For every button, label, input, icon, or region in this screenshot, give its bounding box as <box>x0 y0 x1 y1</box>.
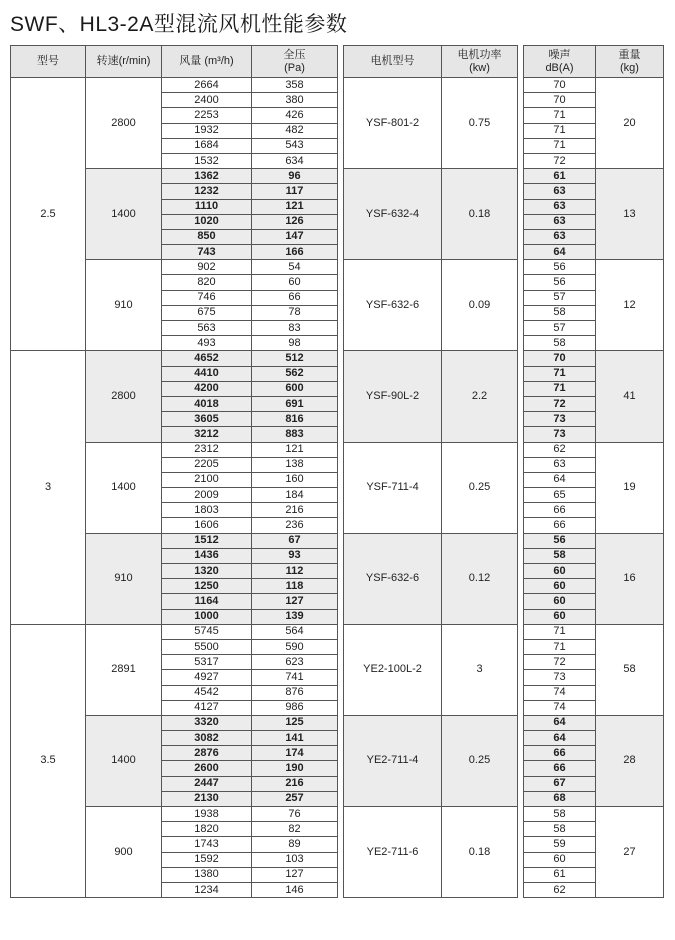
power-cell: 0.18 <box>442 169 518 260</box>
flow-cell: 1000 <box>162 609 252 624</box>
noise-cell: 59 <box>524 837 596 852</box>
noise-cell: 71 <box>524 381 596 396</box>
flow-cell: 2400 <box>162 93 252 108</box>
speed-cell: 1400 <box>86 442 162 533</box>
pressure-cell: 139 <box>252 609 338 624</box>
flow-cell: 1684 <box>162 138 252 153</box>
table-row <box>11 715 664 730</box>
noise-cell: 72 <box>524 396 596 411</box>
weight-cell: 13 <box>596 169 664 260</box>
noise-cell: 60 <box>524 852 596 867</box>
noise-cell: 70 <box>524 78 596 93</box>
flow-cell: 1320 <box>162 564 252 579</box>
flow-cell: 2100 <box>162 472 252 487</box>
speed-cell: 1400 <box>86 169 162 260</box>
pressure-cell: 986 <box>252 700 338 715</box>
page-title: SWF、HL3-2A型混流风机性能参数 <box>10 13 348 36</box>
flow-cell: 2664 <box>162 78 252 93</box>
pressure-cell: 380 <box>252 93 338 108</box>
power-cell: 2.2 <box>442 351 518 442</box>
flow-cell: 1592 <box>162 852 252 867</box>
flow-cell: 5317 <box>162 655 252 670</box>
speed-cell: 2891 <box>86 624 162 715</box>
flow-cell: 743 <box>162 245 252 260</box>
noise-cell: 63 <box>524 199 596 214</box>
noise-cell: 56 <box>524 533 596 548</box>
flow-cell: 1250 <box>162 579 252 594</box>
flow-cell: 4652 <box>162 351 252 366</box>
header-power <box>442 46 518 78</box>
flow-cell: 2009 <box>162 488 252 503</box>
noise-cell: 66 <box>524 503 596 518</box>
speed-cell: 910 <box>86 533 162 624</box>
motor-cell: YSF-711-4 <box>344 442 442 533</box>
flow-cell: 1803 <box>162 503 252 518</box>
pressure-cell: 216 <box>252 503 338 518</box>
flow-cell: 1436 <box>162 548 252 563</box>
noise-cell: 64 <box>524 731 596 746</box>
flow-cell: 1232 <box>162 184 252 199</box>
flow-cell: 2447 <box>162 776 252 791</box>
flow-cell: 2253 <box>162 108 252 123</box>
pressure-cell: 83 <box>252 321 338 336</box>
flow-cell: 902 <box>162 260 252 275</box>
noise-cell: 63 <box>524 229 596 244</box>
noise-cell: 66 <box>524 761 596 776</box>
noise-cell: 71 <box>524 366 596 381</box>
speed-cell: 900 <box>86 807 162 898</box>
noise-cell: 71 <box>524 108 596 123</box>
flow-cell: 3212 <box>162 427 252 442</box>
flow-cell: 2876 <box>162 746 252 761</box>
pressure-cell: 691 <box>252 396 338 411</box>
pressure-cell: 125 <box>252 715 338 730</box>
noise-cell: 56 <box>524 260 596 275</box>
noise-cell: 71 <box>524 138 596 153</box>
flow-cell: 2130 <box>162 791 252 806</box>
pressure-cell: 543 <box>252 138 338 153</box>
speed-cell: 2800 <box>86 78 162 169</box>
motor-cell: YSF-632-6 <box>344 260 442 351</box>
header-flow: 风量 (m³/h) <box>162 46 252 78</box>
performance-table <box>10 45 664 898</box>
flow-cell: 4542 <box>162 685 252 700</box>
pressure-cell: 482 <box>252 123 338 138</box>
noise-cell: 71 <box>524 624 596 639</box>
pressure-cell: 816 <box>252 412 338 427</box>
noise-cell: 66 <box>524 518 596 533</box>
pressure-cell: 78 <box>252 305 338 320</box>
header-row <box>11 46 664 78</box>
table-row <box>11 442 664 457</box>
speed-cell: 1400 <box>86 715 162 806</box>
flow-cell: 3605 <box>162 412 252 427</box>
pressure-cell: 623 <box>252 655 338 670</box>
flow-cell: 1020 <box>162 214 252 229</box>
pressure-cell: 146 <box>252 882 338 897</box>
weight-cell: 20 <box>596 78 664 169</box>
table-row <box>11 624 664 639</box>
power-cell: 0.09 <box>442 260 518 351</box>
flow-cell: 746 <box>162 290 252 305</box>
speed-cell: 910 <box>86 260 162 351</box>
motor-cell: YE2-711-6 <box>344 807 442 898</box>
noise-cell: 58 <box>524 336 596 351</box>
noise-cell: 71 <box>524 123 596 138</box>
pressure-cell: 76 <box>252 807 338 822</box>
header-speed: 转速(r/min) <box>86 46 162 78</box>
noise-cell: 58 <box>524 548 596 563</box>
pressure-cell: 138 <box>252 457 338 472</box>
noise-cell: 62 <box>524 442 596 457</box>
motor-cell: YSF-632-6 <box>344 533 442 624</box>
header-weight <box>596 46 664 78</box>
noise-cell: 73 <box>524 412 596 427</box>
header-pressure-label: 全压 <box>283 48 306 61</box>
noise-cell: 56 <box>524 275 596 290</box>
noise-cell: 60 <box>524 609 596 624</box>
pressure-cell: 147 <box>252 229 338 244</box>
weight-cell: 19 <box>596 442 664 533</box>
pressure-cell: 160 <box>252 472 338 487</box>
flow-cell: 1362 <box>162 169 252 184</box>
flow-cell: 820 <box>162 275 252 290</box>
noise-cell: 63 <box>524 184 596 199</box>
flow-cell: 563 <box>162 321 252 336</box>
power-cell: 0.18 <box>442 807 518 898</box>
weight-cell: 28 <box>596 715 664 806</box>
pressure-cell: 89 <box>252 837 338 852</box>
header-power-label: 电机功率 <box>457 48 502 61</box>
noise-cell: 58 <box>524 305 596 320</box>
power-cell: 0.25 <box>442 442 518 533</box>
flow-cell: 1606 <box>162 518 252 533</box>
flow-cell: 2600 <box>162 761 252 776</box>
pressure-cell: 118 <box>252 579 338 594</box>
flow-cell: 1380 <box>162 867 252 882</box>
flow-cell: 850 <box>162 229 252 244</box>
flow-cell: 1532 <box>162 153 252 168</box>
noise-cell: 68 <box>524 791 596 806</box>
noise-cell: 73 <box>524 670 596 685</box>
flow-cell: 4200 <box>162 381 252 396</box>
flow-cell: 1938 <box>162 807 252 822</box>
table-row <box>11 807 664 822</box>
flow-cell: 1820 <box>162 822 252 837</box>
pressure-cell: 103 <box>252 852 338 867</box>
flow-cell: 675 <box>162 305 252 320</box>
table-row <box>11 533 664 548</box>
flow-cell: 4927 <box>162 670 252 685</box>
noise-cell: 58 <box>524 822 596 837</box>
pressure-cell: 236 <box>252 518 338 533</box>
model-cell: 3.5 <box>11 624 86 897</box>
pressure-cell: 876 <box>252 685 338 700</box>
motor-cell: YE2-711-4 <box>344 715 442 806</box>
pressure-cell: 190 <box>252 761 338 776</box>
noise-cell: 72 <box>524 655 596 670</box>
header-noise-unit: dB(A) <box>545 61 574 74</box>
pressure-cell: 66 <box>252 290 338 305</box>
noise-cell: 66 <box>524 746 596 761</box>
header-weight-unit: (kg) <box>620 61 639 74</box>
pressure-cell: 127 <box>252 594 338 609</box>
flow-cell: 2205 <box>162 457 252 472</box>
pressure-cell: 600 <box>252 381 338 396</box>
weight-cell: 41 <box>596 351 664 442</box>
weight-cell: 58 <box>596 624 664 715</box>
header-power-unit: (kw) <box>469 61 490 74</box>
pressure-cell: 216 <box>252 776 338 791</box>
power-cell: 3 <box>442 624 518 715</box>
pressure-cell: 634 <box>252 153 338 168</box>
power-cell: 0.25 <box>442 715 518 806</box>
noise-cell: 71 <box>524 639 596 654</box>
noise-cell: 74 <box>524 685 596 700</box>
pressure-cell: 174 <box>252 746 338 761</box>
pressure-cell: 562 <box>252 366 338 381</box>
pressure-cell: 121 <box>252 199 338 214</box>
flow-cell: 1512 <box>162 533 252 548</box>
noise-cell: 73 <box>524 427 596 442</box>
header-noise-label: 噪声 <box>548 48 571 61</box>
table-body <box>11 78 664 898</box>
pressure-cell: 166 <box>252 245 338 260</box>
flow-cell: 5745 <box>162 624 252 639</box>
table-row <box>11 169 664 184</box>
weight-cell: 16 <box>596 533 664 624</box>
noise-cell: 67 <box>524 776 596 791</box>
header-weight-label: 重量 <box>618 48 641 61</box>
flow-cell: 2312 <box>162 442 252 457</box>
noise-cell: 60 <box>524 579 596 594</box>
pressure-cell: 564 <box>252 624 338 639</box>
flow-cell: 1234 <box>162 882 252 897</box>
pressure-cell: 741 <box>252 670 338 685</box>
flow-cell: 493 <box>162 336 252 351</box>
noise-cell: 57 <box>524 321 596 336</box>
flow-cell: 4127 <box>162 700 252 715</box>
pressure-cell: 82 <box>252 822 338 837</box>
header-model: 型号 <box>11 46 86 78</box>
pressure-cell: 117 <box>252 184 338 199</box>
pressure-cell: 67 <box>252 533 338 548</box>
pressure-cell: 883 <box>252 427 338 442</box>
noise-cell: 57 <box>524 290 596 305</box>
pressure-cell: 512 <box>252 351 338 366</box>
flow-cell: 1110 <box>162 199 252 214</box>
noise-cell: 60 <box>524 564 596 579</box>
header-noise <box>524 46 596 78</box>
pressure-cell: 54 <box>252 260 338 275</box>
noise-cell: 70 <box>524 93 596 108</box>
table-row <box>11 351 664 366</box>
model-cell: 3 <box>11 351 86 624</box>
pressure-cell: 60 <box>252 275 338 290</box>
power-cell: 0.75 <box>442 78 518 169</box>
pressure-cell: 358 <box>252 78 338 93</box>
pressure-cell: 184 <box>252 488 338 503</box>
speed-cell: 2800 <box>86 351 162 442</box>
noise-cell: 58 <box>524 807 596 822</box>
motor-cell: YE2-100L-2 <box>344 624 442 715</box>
flow-cell: 3082 <box>162 731 252 746</box>
power-cell: 0.12 <box>442 533 518 624</box>
pressure-cell: 141 <box>252 731 338 746</box>
noise-cell: 61 <box>524 867 596 882</box>
motor-cell: YSF-632-4 <box>344 169 442 260</box>
noise-cell: 61 <box>524 169 596 184</box>
noise-cell: 70 <box>524 351 596 366</box>
header-pressure <box>252 46 338 78</box>
flow-cell: 5500 <box>162 639 252 654</box>
noise-cell: 72 <box>524 153 596 168</box>
flow-cell: 1743 <box>162 837 252 852</box>
noise-cell: 60 <box>524 594 596 609</box>
model-cell: 2.5 <box>11 78 86 351</box>
motor-cell: YSF-801-2 <box>344 78 442 169</box>
pressure-cell: 121 <box>252 442 338 457</box>
noise-cell: 64 <box>524 472 596 487</box>
pressure-cell: 426 <box>252 108 338 123</box>
pressure-cell: 93 <box>252 548 338 563</box>
pressure-cell: 257 <box>252 791 338 806</box>
table-row <box>11 78 664 93</box>
table-row <box>11 260 664 275</box>
flow-cell: 1164 <box>162 594 252 609</box>
flow-cell: 4018 <box>162 396 252 411</box>
noise-cell: 64 <box>524 245 596 260</box>
pressure-cell: 127 <box>252 867 338 882</box>
noise-cell: 74 <box>524 700 596 715</box>
pressure-cell: 96 <box>252 169 338 184</box>
weight-cell: 12 <box>596 260 664 351</box>
noise-cell: 64 <box>524 715 596 730</box>
noise-cell: 65 <box>524 488 596 503</box>
pressure-cell: 126 <box>252 214 338 229</box>
flow-cell: 1932 <box>162 123 252 138</box>
pressure-cell: 98 <box>252 336 338 351</box>
flow-cell: 3320 <box>162 715 252 730</box>
pressure-cell: 112 <box>252 564 338 579</box>
noise-cell: 62 <box>524 882 596 897</box>
pressure-cell: 590 <box>252 639 338 654</box>
noise-cell: 63 <box>524 214 596 229</box>
motor-cell: YSF-90L-2 <box>344 351 442 442</box>
header-pressure-unit: (Pa) <box>284 61 305 74</box>
noise-cell: 63 <box>524 457 596 472</box>
weight-cell: 27 <box>596 807 664 898</box>
flow-cell: 4410 <box>162 366 252 381</box>
header-motor: 电机型号 <box>344 46 442 78</box>
